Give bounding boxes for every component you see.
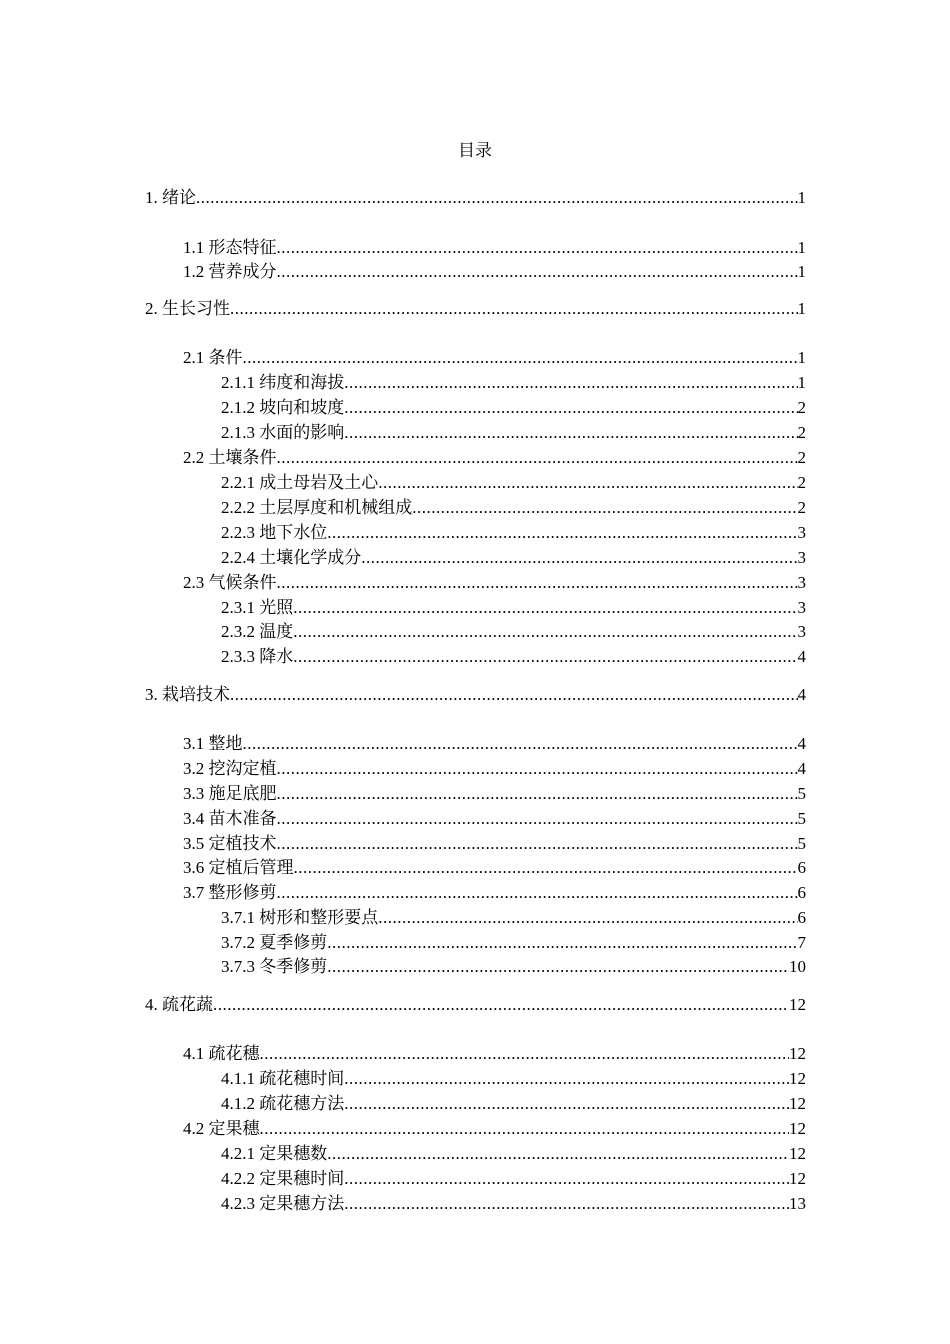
toc-entry-page: 1 [797, 348, 806, 367]
toc-entry[interactable] [221, 596, 806, 620]
leader-dots [344, 1167, 789, 1191]
toc-entry[interactable] [183, 571, 806, 595]
toc-entry[interactable] [183, 236, 806, 260]
toc-entry-page: 4 [797, 734, 806, 753]
toc-entry-label: 3.1 整地 [183, 734, 243, 753]
leader-dots [277, 832, 798, 856]
toc-entry[interactable] [221, 1067, 806, 1091]
leader-dots [196, 186, 798, 210]
toc-entry[interactable] [183, 446, 806, 470]
toc-entry-page: 12 [789, 1119, 806, 1138]
toc-entry-page: 1 [797, 188, 806, 207]
toc-entry[interactable] [183, 732, 806, 756]
leader-dots [277, 757, 798, 781]
toc-entry-label: 3.2 挖沟定植 [183, 759, 277, 778]
toc-entry-label: 3.7.2 夏季修剪 [221, 933, 328, 952]
leader-dots [327, 931, 797, 955]
toc-entry-label: 2.1 条件 [183, 348, 243, 367]
toc-entry-label: 2.1.1 纬度和海拔 [221, 373, 345, 392]
toc-entry-page: 1 [797, 262, 806, 281]
toc-entry-label: 3.7.1 树形和整形要点 [221, 908, 379, 927]
leader-dots [277, 260, 798, 284]
leader-dots [378, 471, 797, 495]
toc-entry[interactable] [221, 906, 806, 930]
toc-entry-label: 4.2 定果穗 [183, 1119, 260, 1138]
leader-dots [293, 596, 797, 620]
toc-entry-label: 2.2.2 土层厚度和机械组成 [221, 498, 413, 517]
toc-entry-page: 12 [789, 995, 806, 1014]
toc-entry-page: 6 [797, 858, 806, 877]
leader-dots [327, 521, 797, 545]
toc-entry-label: 4. 疏花蔬 [145, 995, 213, 1014]
leader-dots [277, 782, 798, 806]
toc-entry-label: 3.6 定植后管理 [183, 858, 294, 877]
toc-entry[interactable] [183, 1042, 806, 1066]
toc-entry[interactable] [183, 807, 806, 831]
toc-entry[interactable] [221, 955, 806, 979]
toc-entry[interactable] [221, 521, 806, 545]
toc-entry[interactable] [221, 1192, 806, 1216]
toc-entry-label: 3. 栽培技术 [145, 685, 230, 704]
toc-entry-label: 4.2.3 定果穗方法 [221, 1194, 345, 1213]
toc-entry[interactable] [221, 396, 806, 420]
leader-dots [277, 571, 798, 595]
toc-entry[interactable] [145, 186, 806, 210]
toc-entry-page: 13 [789, 1194, 806, 1213]
toc-entry-page: 4 [797, 685, 806, 704]
toc-entry-page: 3 [797, 598, 806, 617]
toc-entry-label: 2.2.1 成土母岩及土心 [221, 473, 379, 492]
toc-entry[interactable] [221, 620, 806, 644]
toc-entry-page: 2 [797, 498, 806, 517]
toc-entry-label: 3.7 整形修剪 [183, 883, 277, 902]
toc-entry-page: 12 [789, 1169, 806, 1188]
toc-entry[interactable] [221, 1142, 806, 1166]
toc-entry-page: 3 [797, 573, 806, 592]
toc-entry-page: 10 [789, 957, 806, 976]
leader-dots [344, 421, 797, 445]
toc-entry-label: 2.2.4 土壤化学成分 [221, 548, 362, 567]
toc-entry-label: 2.1.3 水面的影响 [221, 423, 345, 442]
leader-dots [213, 993, 789, 1017]
toc-entry-label: 2.3.3 降水 [221, 647, 294, 666]
toc-entry[interactable] [183, 832, 806, 856]
toc-entry-page: 12 [789, 1144, 806, 1163]
toc-entry[interactable] [183, 881, 806, 905]
toc-entry-page: 1 [797, 238, 806, 257]
leader-dots [260, 1117, 790, 1141]
toc-entry-label: 2.2.3 地下水位 [221, 523, 328, 542]
toc-entry-label: 3.3 施足底肥 [183, 784, 277, 803]
leader-dots [243, 732, 798, 756]
toc-entry-label: 4.2.2 定果穗时间 [221, 1169, 345, 1188]
toc-entry[interactable] [221, 471, 806, 495]
toc-entry-page: 1 [797, 299, 806, 318]
toc-entry[interactable] [183, 346, 806, 370]
toc-entry-label: 4.1.1 疏花穗时间 [221, 1069, 345, 1088]
toc-entry-page: 2 [797, 473, 806, 492]
toc-entry-label: 1.1 形态特征 [183, 238, 277, 257]
leader-dots [378, 906, 797, 930]
toc-entry[interactable] [183, 856, 806, 880]
leader-dots [277, 807, 798, 831]
toc-entry[interactable] [221, 645, 806, 669]
toc-entry-page: 5 [797, 809, 806, 828]
leader-dots [412, 496, 797, 520]
toc-entry-page: 6 [797, 883, 806, 902]
toc-entry-page: 2 [797, 448, 806, 467]
leader-dots [230, 297, 798, 321]
toc-entry[interactable] [145, 993, 806, 1017]
leader-dots [327, 1142, 789, 1166]
toc-entry-label: 2. 生长习性 [145, 299, 230, 318]
toc-entry[interactable] [183, 782, 806, 806]
leader-dots [277, 446, 798, 470]
leader-dots [344, 371, 797, 395]
toc-entry[interactable] [221, 496, 806, 520]
leader-dots [293, 645, 797, 669]
toc-entry-page: 12 [789, 1069, 806, 1088]
leader-dots [344, 1192, 789, 1216]
toc-entry-label: 4.1 疏花穗 [183, 1044, 260, 1063]
leader-dots [344, 1067, 789, 1091]
toc-entry[interactable] [145, 297, 806, 321]
leader-dots [260, 1042, 790, 1066]
leader-dots [344, 396, 797, 420]
toc-entry-label: 3.5 定植技术 [183, 834, 277, 853]
toc-entry-label: 1. 绪论 [145, 188, 196, 207]
toc-entry-page: 3 [797, 622, 806, 641]
toc-entry-label: 4.2.1 定果穗数 [221, 1144, 328, 1163]
toc-entry-label: 3.4 苗木准备 [183, 809, 277, 828]
toc-entry[interactable] [221, 931, 806, 955]
toc-entry-label: 2.3.2 温度 [221, 622, 294, 641]
toc-title: 目录 [458, 141, 492, 160]
leader-dots [344, 1092, 789, 1116]
toc-entry-page: 6 [797, 908, 806, 927]
toc-entry-page: 5 [797, 784, 806, 803]
leader-dots [294, 856, 798, 880]
toc-entry-page: 12 [789, 1044, 806, 1063]
leader-dots [327, 955, 789, 979]
toc-entry-page: 4 [797, 647, 806, 666]
toc-entry[interactable] [221, 1092, 806, 1116]
toc-entry-label: 4.1.2 疏花穗方法 [221, 1094, 345, 1113]
leader-dots [277, 881, 798, 905]
toc-entry[interactable] [183, 260, 806, 284]
leader-dots [361, 546, 797, 570]
toc-entry-page: 3 [797, 523, 806, 542]
toc-entry-label: 1.2 营养成分 [183, 262, 277, 281]
toc-entry-page: 2 [797, 398, 806, 417]
toc-entry[interactable] [183, 757, 806, 781]
toc-entry[interactable] [221, 546, 806, 570]
leader-dots [243, 346, 798, 370]
toc-entry[interactable] [221, 1167, 806, 1191]
toc-entry-label: 3.7.3 冬季修剪 [221, 957, 328, 976]
toc-entry-page: 5 [797, 834, 806, 853]
toc-entry-page: 3 [797, 548, 806, 567]
leader-dots [277, 236, 798, 260]
toc-entry[interactable] [221, 371, 806, 395]
toc-entry-page: 7 [797, 933, 806, 952]
toc-entry[interactable] [145, 683, 806, 707]
leader-dots [293, 620, 797, 644]
toc-entry-page: 4 [797, 759, 806, 778]
toc-entry-page: 2 [797, 423, 806, 442]
toc-entry[interactable] [221, 421, 806, 445]
toc-entry-label: 2.1.2 坡向和坡度 [221, 398, 345, 417]
toc-entry-label: 2.3 气候条件 [183, 573, 277, 592]
toc-entry-label: 2.3.1 光照 [221, 598, 294, 617]
toc-entry-label: 2.2 土壤条件 [183, 448, 277, 467]
toc-entry-page: 12 [789, 1094, 806, 1113]
leader-dots [230, 683, 798, 707]
toc-entry-page: 1 [797, 373, 806, 392]
toc-entry[interactable] [183, 1117, 806, 1141]
